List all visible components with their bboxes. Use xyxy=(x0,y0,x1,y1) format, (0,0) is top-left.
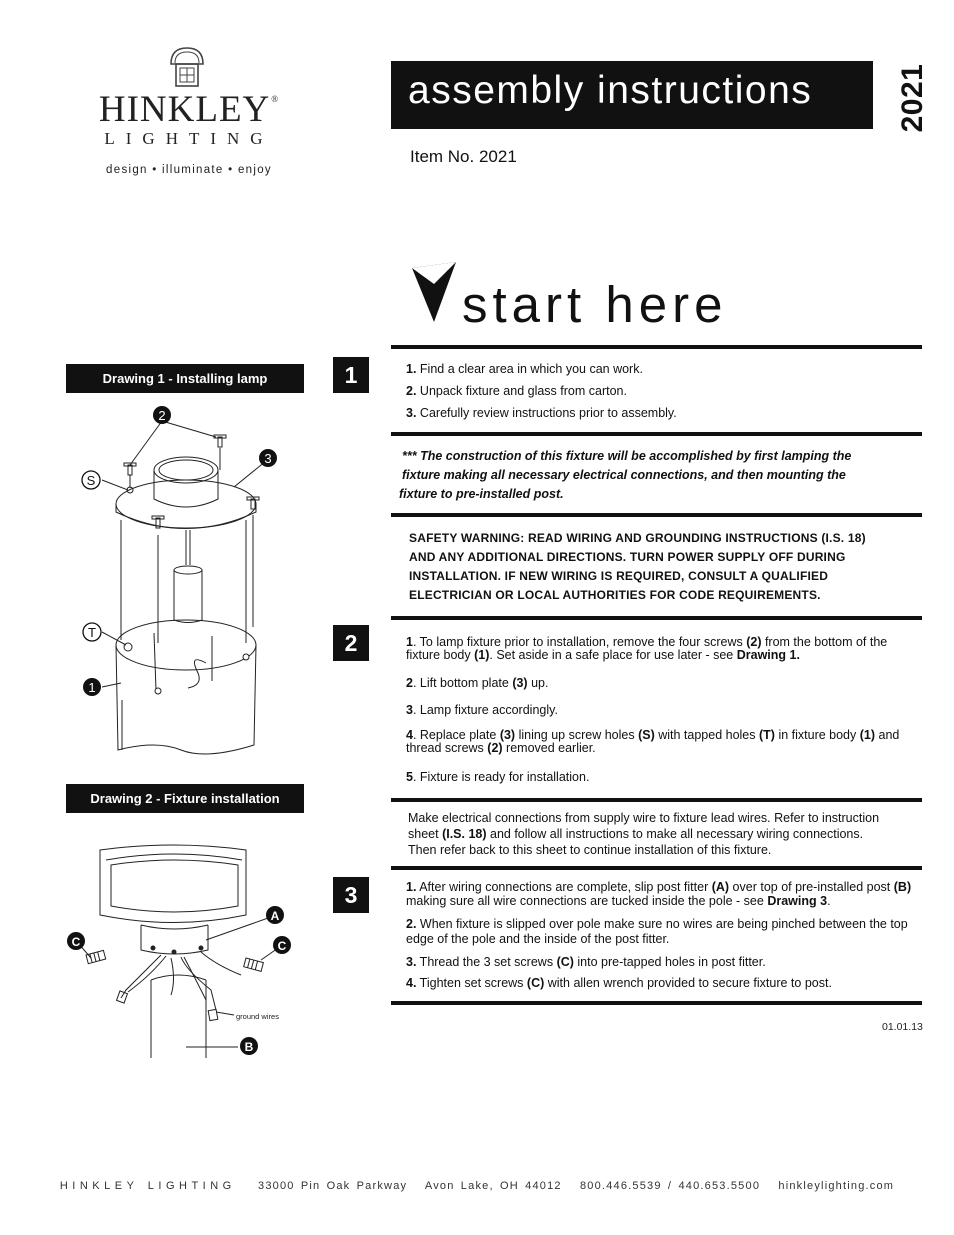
step3-item-4: 4. Tighten set screws (C) with allen wrench provided to secure fixture to post. xyxy=(406,976,832,990)
footer-brand: HINKLEY LIGHTING xyxy=(59,1180,236,1192)
step-3-badge: 3 xyxy=(333,877,369,913)
drawing-1-illustration xyxy=(66,395,316,770)
drawing-2-illustration xyxy=(66,840,316,1062)
step2-item-5: 5. Fixture is ready for installation. xyxy=(406,770,590,784)
svg-text:3: 3 xyxy=(264,451,272,466)
footer-website[interactable]: hinkleylighting.com xyxy=(778,1180,895,1192)
electrical-line-3: Then refer back to this sheet to continue installation of this fixture. xyxy=(408,843,772,857)
footer-city: Avon Lake, OH 44012 xyxy=(424,1180,562,1192)
note-line-1: *** The construction of this fixture will be accomplished by first lamping the xyxy=(402,449,852,463)
revision-date: 01.01.13 xyxy=(882,1021,923,1033)
rule-electrical-top xyxy=(391,798,922,802)
step2-item-3: 3. Lamp fixture accordingly. xyxy=(406,703,558,717)
rule-top xyxy=(391,345,922,349)
footer-address: 33000 Pin Oak Parkway xyxy=(258,1180,408,1192)
step-2-badge: 2 xyxy=(333,625,369,661)
step3-item-2: 2. When fixture is slipped over pole make sure no wires are being pinched between the top edge of the pole and the inside of the post fitter. xyxy=(406,917,908,946)
svg-text:1: 1 xyxy=(88,680,96,695)
brand-tagline: design • illuminate • enjoy xyxy=(106,164,272,176)
drawing-2-callouts xyxy=(67,906,291,1055)
step3-item-3: 3. Thread the 3 set screws (C) into pre-tapped holes in post fitter. xyxy=(406,955,766,969)
step1-item-1: 1. Find a clear area in which you can work. xyxy=(406,362,643,376)
brand-lantern-logo-icon xyxy=(165,44,209,88)
drawing-2-label: Drawing 2 - Fixture installation xyxy=(66,784,304,813)
brand-name: HINKLEY® xyxy=(98,89,280,130)
warning-line-3: INSTALLATION. IF NEW WIRING IS REQUIRED, CONSULT A QUALIFIED xyxy=(409,569,829,583)
page-title: assembly instructions xyxy=(391,61,873,129)
side-item-number: 2021 xyxy=(896,63,929,133)
svg-text:ground wires: ground wires xyxy=(236,1012,279,1021)
step2-item-2: 2. Lift bottom plate (3) up. xyxy=(406,676,549,690)
svg-text:T: T xyxy=(88,625,96,640)
svg-text:2: 2 xyxy=(158,408,166,423)
svg-text:S: S xyxy=(86,473,96,488)
step2-item-1: 1. To lamp fixture prior to installation, remove the four screws (2) from the bottom of the fixture body (1). Set aside in a safe place for use later - see Drawing 1. xyxy=(406,635,888,663)
warning-line-1: SAFETY WARNING: READ WIRING AND GROUNDING INSTRUCTIONS (I.S. 18) xyxy=(409,531,866,545)
start-here-heading: start here xyxy=(462,276,728,333)
drawing-1-callouts xyxy=(82,406,277,696)
rule-note-top xyxy=(391,432,922,436)
warning-line-4: ELECTRICIAN OR LOCAL AUTHORITIES FOR CODE REQUIREMENTS. xyxy=(409,588,821,602)
item-number: Item No. 2021 xyxy=(410,147,517,166)
rule-bottom xyxy=(391,1001,922,1005)
rule-step3-top xyxy=(391,866,922,870)
rule-warning-top xyxy=(391,513,922,517)
electrical-line-2: sheet (I.S. 18) and follow all instructions to make all necessary wiring connections. xyxy=(408,827,864,841)
step1-item-2: 2. Unpack fixture and glass from carton. xyxy=(406,384,627,398)
footer-phone: 800.446.5539 / 440.653.5500 xyxy=(579,1180,761,1192)
note-line-3: fixture to pre-installed post. xyxy=(399,487,564,501)
footer xyxy=(0,1180,954,1192)
rule-step2-top xyxy=(391,616,922,620)
brand-sub: LIGHTING xyxy=(104,129,274,148)
start-arrow-icon xyxy=(410,262,458,324)
note-line-2: fixture making all necessary electrical connections, and then mounting the xyxy=(402,468,846,482)
step1-item-3: 3. Carefully review instructions prior to assembly. xyxy=(406,406,677,420)
step2-item-4: 4. Replace plate (3) lining up screw holes (S) with tapped holes (T) in fixture body (1) and thread screws (2) removed earlier. xyxy=(406,728,900,756)
drawing-1-label: Drawing 1 - Installing lamp xyxy=(66,364,304,393)
step-1-badge: 1 xyxy=(333,357,369,393)
warning-line-2: AND ANY ADDITIONAL DIRECTIONS. TURN POWER SUPPLY OFF DURING xyxy=(409,550,846,564)
electrical-line-1: Make electrical connections from supply wire to fixture lead wires. Refer to instruction xyxy=(408,811,880,825)
svg-text:B: B xyxy=(244,1040,254,1054)
step3-item-1: 1. After wiring connections are complete, slip post fitter (A) over top of pre-installed post (B) making sure all wire connections are tucked inside the pole - see Drawing 3. xyxy=(406,880,912,909)
svg-text:C: C xyxy=(277,939,287,953)
svg-text:C: C xyxy=(71,935,81,949)
svg-text:A: A xyxy=(270,909,280,923)
